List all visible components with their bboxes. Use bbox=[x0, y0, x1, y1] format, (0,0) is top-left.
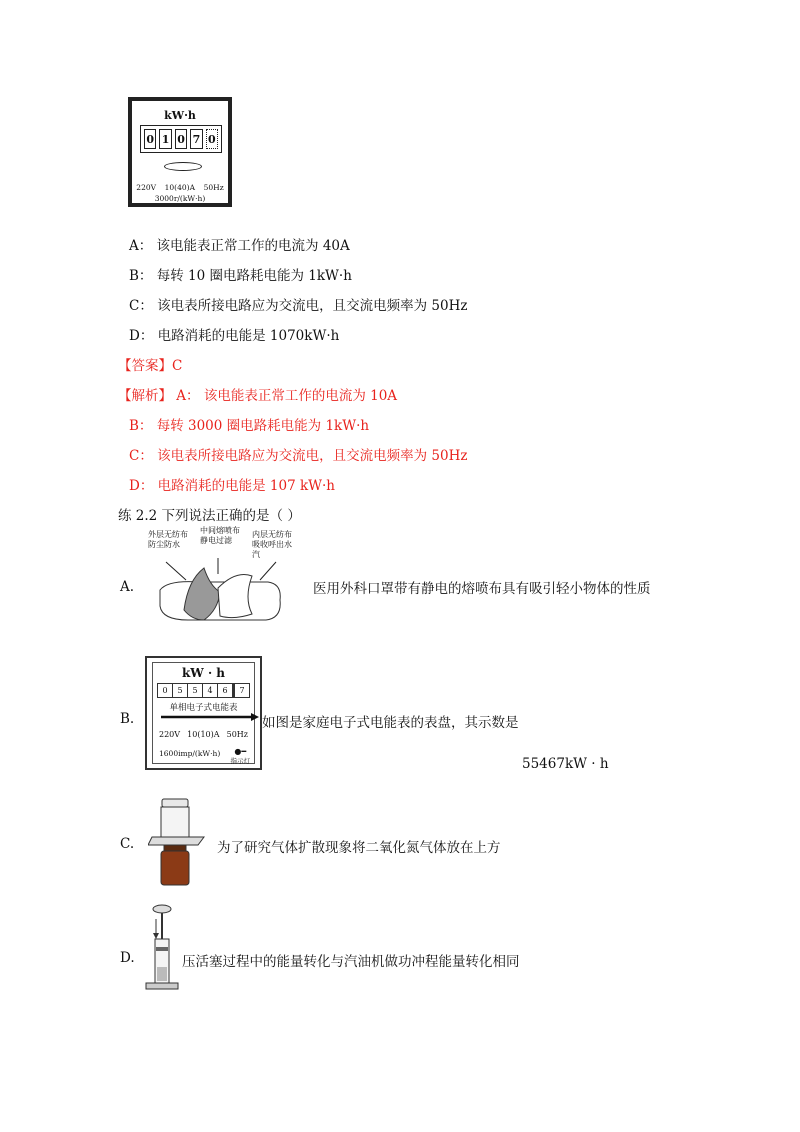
meter2-digit: 5 bbox=[188, 684, 203, 697]
electronic-meter-image bbox=[145, 656, 262, 770]
mask-drawing bbox=[148, 550, 298, 626]
meter2-digit: 4 bbox=[203, 684, 218, 697]
meter-voltage: 220V bbox=[136, 183, 157, 192]
option-d: D： 电路消耗的电能是 1070kW·h bbox=[129, 328, 340, 344]
mask-middle-label bbox=[200, 526, 240, 546]
analysis-a: 【解析】 A： 该电能表正常工作的电流为 10A bbox=[118, 388, 398, 404]
option2-c-label: C. bbox=[120, 836, 135, 852]
mask-middle-label-line1: 中间熔喷布 bbox=[200, 526, 240, 535]
meter2-digit: 5 bbox=[173, 684, 188, 697]
meter-constant: 3000r/(kW·h) bbox=[154, 194, 206, 203]
option2-b-text: 如图是家庭电子式电能表的表盘，其示数是 bbox=[262, 715, 519, 731]
meter2-digit-window bbox=[157, 683, 250, 698]
analysis-d: D： 电路消耗的电能是 107 kW·h bbox=[129, 478, 336, 494]
meter2-digit: 6 bbox=[218, 684, 233, 697]
meter-current: 10(40)A bbox=[164, 183, 195, 192]
meter2-specs bbox=[159, 730, 248, 739]
option2-b-label: B. bbox=[120, 711, 135, 727]
option2-a-label: A. bbox=[120, 579, 135, 595]
mask-inner-label-line2: 吸收呼出水汽 bbox=[252, 540, 292, 559]
meter2-frequency: 50Hz bbox=[226, 730, 248, 739]
option2-d-text: 压活塞过程中的能量转化与汽油机做功冲程能量转化相同 bbox=[182, 954, 520, 970]
meter-unit: kW·h bbox=[164, 109, 196, 122]
meter-rotating-disc bbox=[164, 162, 202, 171]
mask-outer-label-line1: 外层无纺布 bbox=[148, 530, 188, 539]
meter-digit-decimal: 0 bbox=[206, 129, 218, 149]
meter-specs bbox=[132, 183, 228, 192]
meter-digit: 0 bbox=[175, 129, 187, 149]
question-title: 练 2.2 下列说法正确的是（ ） bbox=[118, 508, 301, 524]
option2-c-text: 为了研究气体扩散现象将二氧化氮气体放在上方 bbox=[217, 840, 501, 856]
meter-digit: 7 bbox=[190, 129, 202, 149]
meter2-title: 单相电子式电能表 bbox=[169, 703, 238, 713]
indicator-lamp-icon: ●━ bbox=[234, 747, 247, 756]
mask-outer-label-line2: 防尘防水 bbox=[148, 540, 180, 549]
option-c: C： 该电表所接电路应为交流电，且交流电频率为 50Hz bbox=[129, 298, 468, 314]
analysis-b: B： 每转 3000 圈电路耗电能为 1kW·h bbox=[129, 418, 370, 434]
mask-middle-label-line2: 静电过滤 bbox=[200, 536, 232, 545]
meter-digit: 0 bbox=[144, 129, 156, 149]
gas-diffusion-jars-image bbox=[148, 797, 208, 887]
option2-b-value: 55467kW · h bbox=[522, 756, 609, 772]
meter2-unit: kW · h bbox=[181, 666, 226, 680]
meter2-digit-decimal: 7 bbox=[233, 684, 249, 697]
meter-digit: 1 bbox=[159, 129, 171, 149]
meter-frequency: 50Hz bbox=[203, 183, 224, 192]
meter2-current: 10(10)A bbox=[187, 730, 220, 739]
mask-illustration bbox=[148, 526, 298, 626]
option2-d-label: D. bbox=[120, 950, 135, 966]
electric-meter-image bbox=[128, 97, 232, 207]
meter2-digit: 0 bbox=[158, 684, 173, 697]
meter2-constant: 1600imp/(kW·h) bbox=[159, 749, 221, 758]
mask-inner-label-line1: 内层无纺布 bbox=[252, 530, 292, 539]
analysis-c: C： 该电表所接电路应为交流电，且交流电频率为 50Hz bbox=[129, 448, 468, 464]
option-b: B： 每转 10 圈电路耗电能为 1kW·h bbox=[129, 268, 352, 284]
indicator-lamp bbox=[231, 747, 251, 765]
option-a: A： 该电能表正常工作的电流为 40A bbox=[129, 238, 350, 254]
meter-digit-window bbox=[140, 125, 222, 153]
meter2-panel bbox=[152, 662, 255, 764]
piston-cylinder-image bbox=[142, 903, 182, 995]
answer-label: 【答案】C bbox=[118, 358, 183, 374]
arrow-icon bbox=[159, 713, 259, 721]
meter2-voltage: 220V bbox=[159, 730, 181, 739]
indicator-lamp-label: 指示灯 bbox=[230, 757, 250, 765]
mask-outer-label bbox=[148, 530, 188, 550]
option2-a-text: 医用外科口罩带有静电的熔喷布具有吸引轻小物体的性质 bbox=[313, 581, 651, 597]
